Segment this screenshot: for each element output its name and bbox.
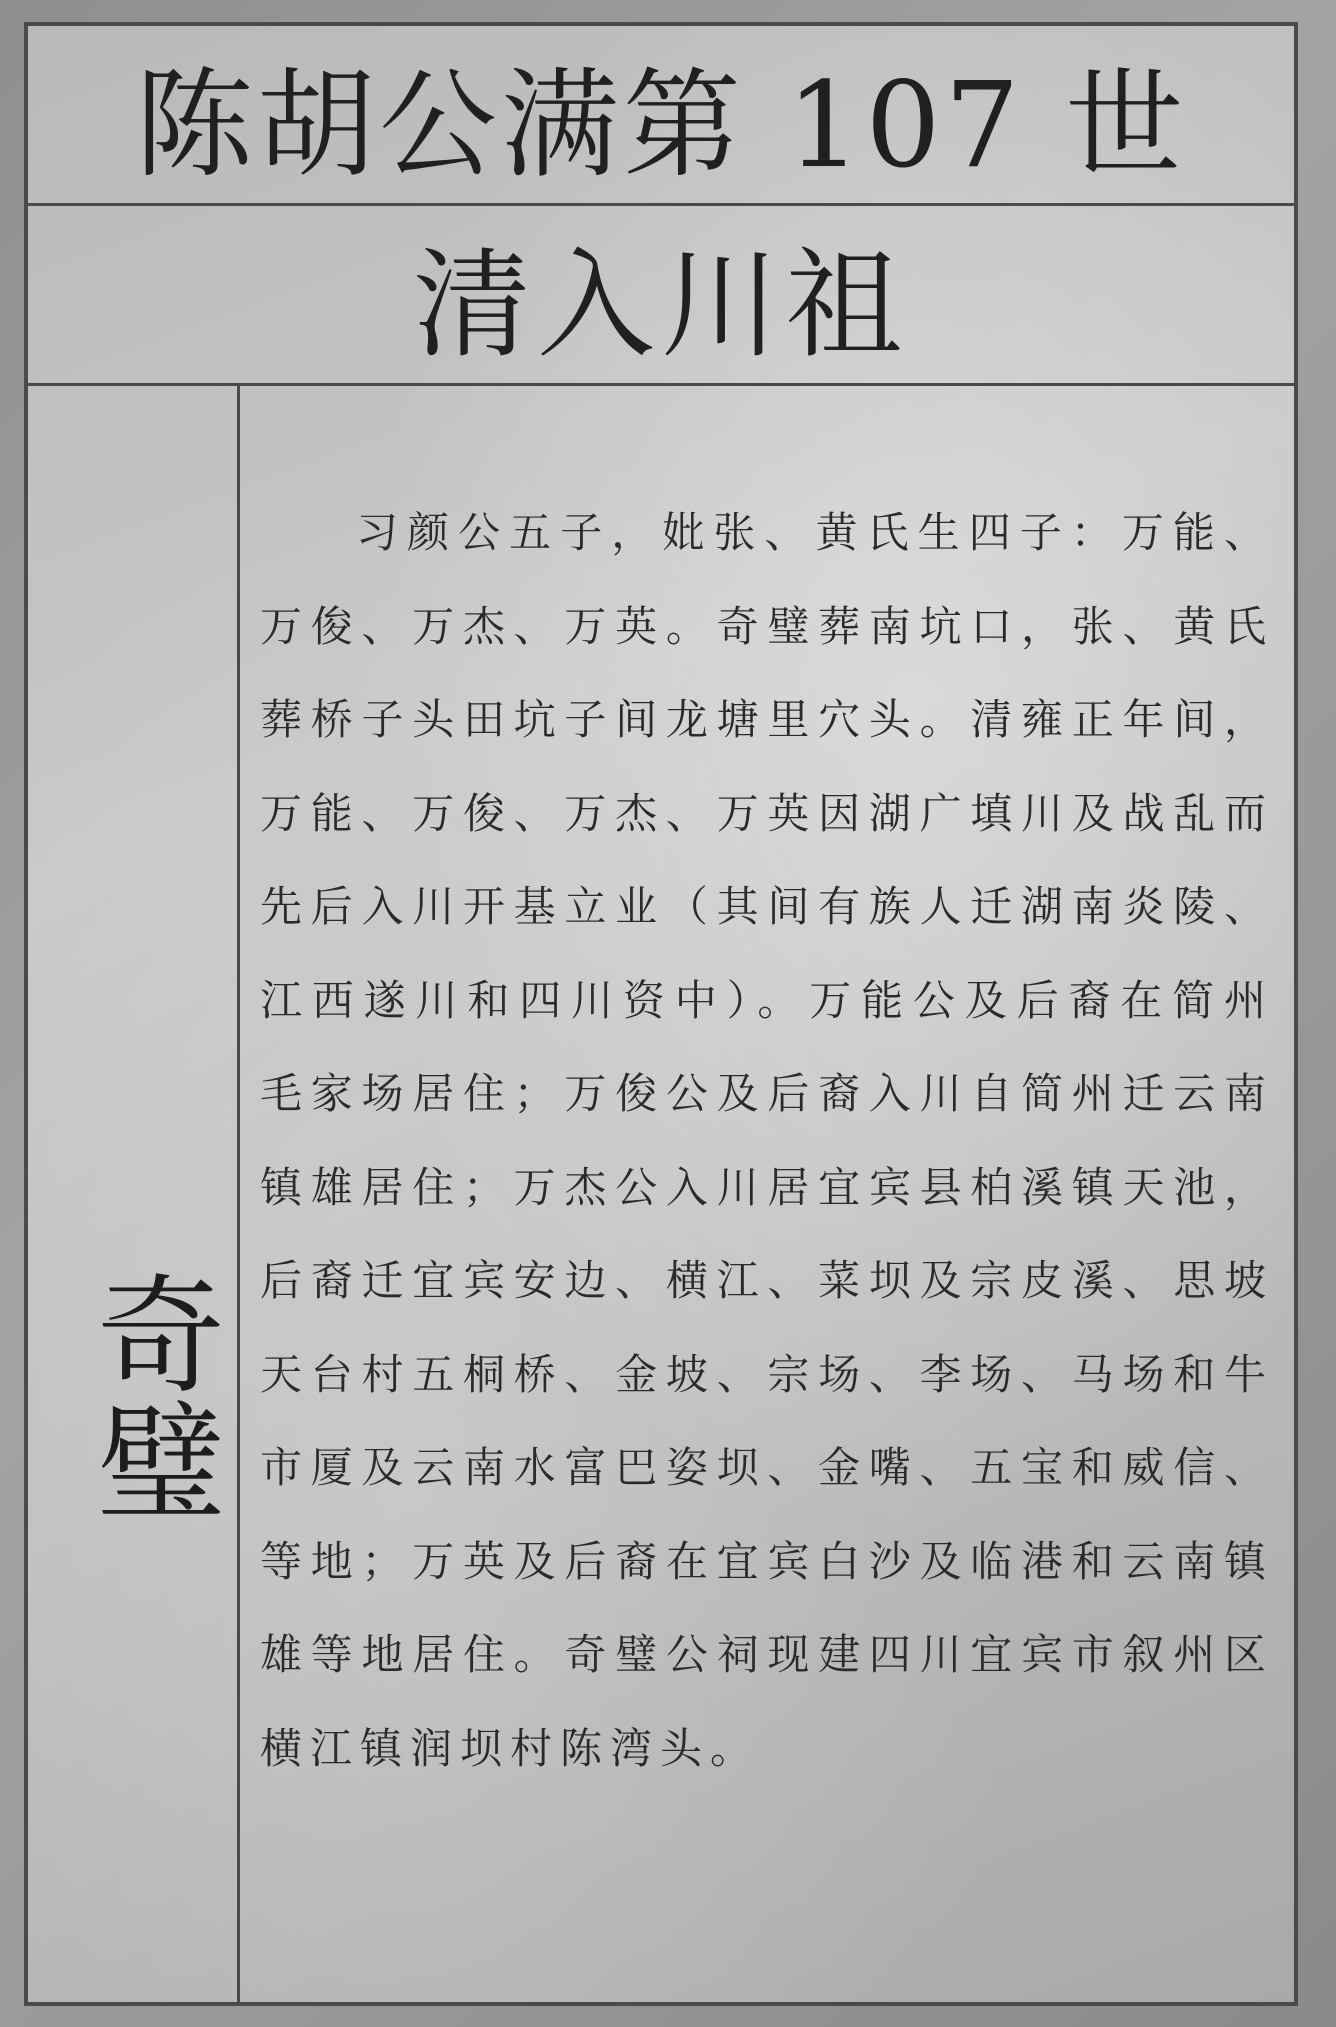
name-column xyxy=(28,386,240,2002)
ancestor-title: 清入川祖 xyxy=(412,235,909,374)
record-row xyxy=(28,386,1294,2002)
genealogy-page xyxy=(24,22,1298,2006)
biography-text: 习颜公五子，妣张、黄氏生四子：万能、万俊、万杰、万英。奇璧葬南坑口，张、黄氏葬桥子头田坑子间龙塘里穴头。清雍正年间，万能、万俊、万杰、万英因湖广填川及战乱而先后入川开基立业（其间有族人迁湖南炎陵、江西遂川和四川资中）。万能公及后裔在简州毛家场居住；万俊公及后裔入川自简州迁云南镇雄居住；万杰公入川居宜宾县柏溪镇天池，后裔迁宜宾安边、横江、菜坝及宗皮溪、思坡天台村五桐桥、金坡、宗场、李场、马场和牛市厦及云南水富巴姿坝、金嘴、五宝和威信、等地；万英及后裔在宜宾白沙及临港和云南镇雄等地居住。奇璧公祠现建四川宜宾市叙州区横江镇润坝村陈湾头。 xyxy=(260,508,1274,1773)
biography-column xyxy=(240,386,1294,2002)
generation-title: 陈胡公满第 107 世 xyxy=(134,55,1188,194)
ancestor-name: 奇璧 xyxy=(75,1268,224,1524)
header-row-ancestor xyxy=(28,206,1294,386)
header-row-generation xyxy=(28,26,1294,206)
